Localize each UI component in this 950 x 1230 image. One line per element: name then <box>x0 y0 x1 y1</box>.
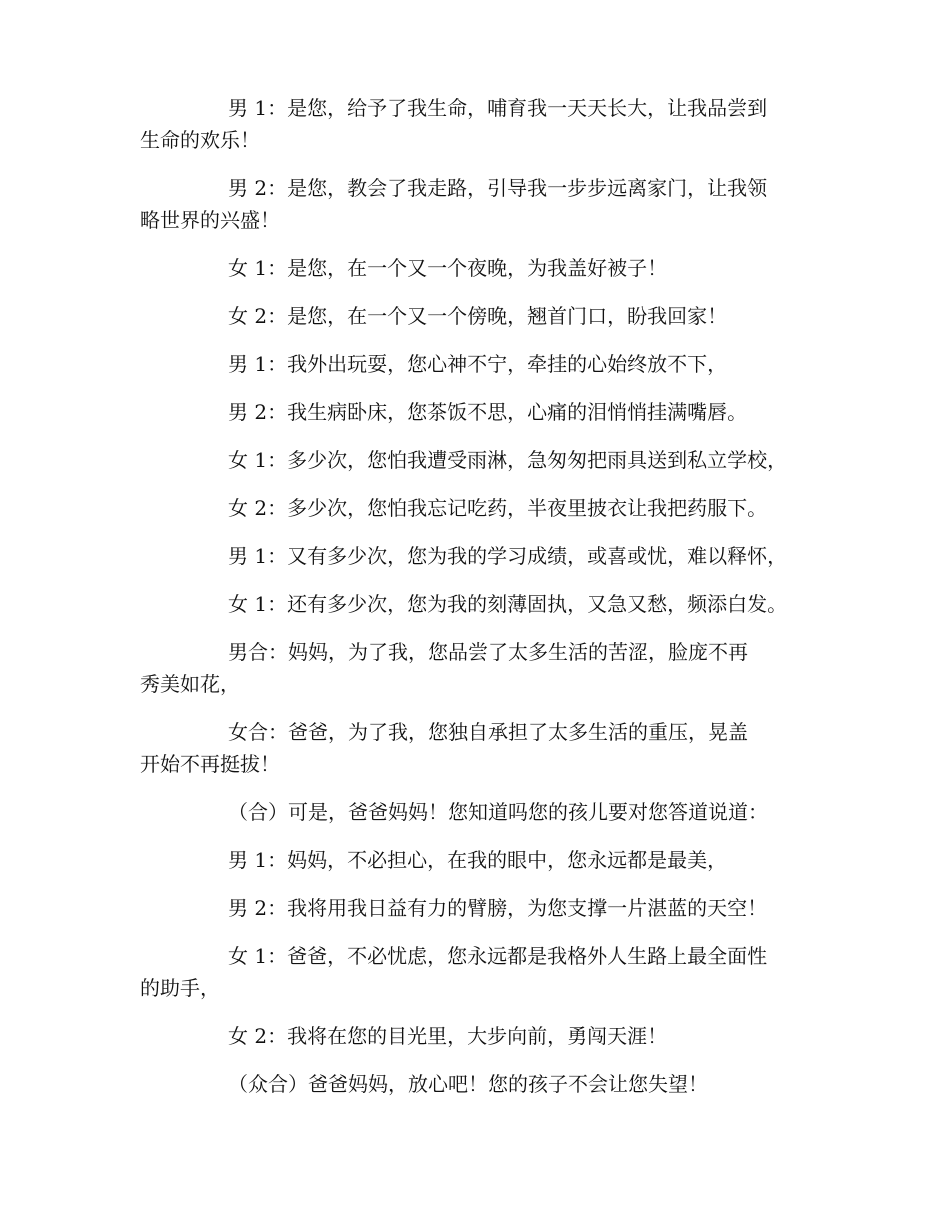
paragraph-line: 女 1：多少次，您怕我遭受雨淋，急匆匆把雨具送到私立学校， <box>228 448 788 472</box>
paragraph-6 <box>140 396 830 428</box>
paragraph-line: 女 2：多少次，您怕我忘记吃药，半夜里披衣让我把药服下。 <box>228 496 768 520</box>
paragraph-line: 男 2：我生病卧床，您茶饭不思，心痛的泪悄悄挂满嘴唇。 <box>228 400 748 424</box>
paragraph-line: （众合）爸爸妈妈，放心吧！您的孩子不会让您失望！ <box>228 1072 708 1096</box>
paragraph-17 <box>140 1020 830 1052</box>
paragraph-12 <box>140 716 830 780</box>
paragraph-14 <box>140 844 830 876</box>
paragraph-line: 女 1：爸爸，不必忧虑，您永远都是我格外人生路上最全面性 <box>228 944 768 968</box>
paragraph-line: 女合：爸爸，为了我，您独自承担了太多生活的重压，晃盖 <box>228 720 748 744</box>
paragraph-line: 女 1：还有多少次，您为我的刻薄固执，又急又愁，频添白发。 <box>228 592 788 616</box>
paragraph-10 <box>140 588 830 620</box>
paragraph-line: 男 1：妈妈，不必担心，在我的眼中，您永远都是最美， <box>228 848 728 872</box>
paragraph-line: 的助手， <box>140 976 220 1000</box>
paragraph-1 <box>140 92 830 156</box>
paragraph-line: 男 1：又有多少次，您为我的学习成绩，或喜或忧，难以释怀， <box>228 544 788 568</box>
paragraph-5 <box>140 348 830 380</box>
paragraph-line: 开始不再挺拔！ <box>140 752 280 776</box>
paragraph-line: 男 2：我将用我日益有力的臂膀，为您支撑一片湛蓝的天空！ <box>228 896 768 920</box>
paragraph-3 <box>140 252 830 284</box>
paragraph-7 <box>140 444 830 476</box>
paragraph-18 <box>140 1068 830 1100</box>
paragraph-line: 男 2：是您，教会了我走路，引导我一步步远离家门，让我领 <box>228 176 768 200</box>
paragraph-line: 男合：妈妈，为了我，您品尝了太多生活的苦涩，脸庞不再 <box>228 640 748 664</box>
paragraph-line: 生命的欢乐！ <box>140 128 260 152</box>
paragraph-line: 女 1：是您，在一个又一个夜晚，为我盖好被子！ <box>228 256 668 280</box>
paragraph-line: 男 1：是您，给予了我生命，哺育我一天天长大，让我品尝到 <box>228 96 768 120</box>
paragraph-2 <box>140 172 830 236</box>
paragraph-line: 女 2：是您，在一个又一个傍晚，翘首门口，盼我回家！ <box>228 304 728 328</box>
paragraph-line: 略世界的兴盛！ <box>140 208 280 232</box>
paragraph-11 <box>140 636 830 700</box>
paragraph-4 <box>140 300 830 332</box>
paragraph-line: （合）可是，爸爸妈妈！您知道吗您的孩儿要对您答道说道： <box>228 800 768 824</box>
paragraph-16 <box>140 940 830 1004</box>
document-page <box>140 92 830 1116</box>
paragraph-line: 男 1：我外出玩耍，您心神不宁，牵挂的心始终放不下， <box>228 352 728 376</box>
paragraph-line: 秀美如花， <box>140 672 240 696</box>
paragraph-8 <box>140 492 830 524</box>
paragraph-9 <box>140 540 830 572</box>
paragraph-15 <box>140 892 830 924</box>
paragraph-13 <box>140 796 830 828</box>
paragraph-line: 女 2：我将在您的目光里，大步向前，勇闯天涯！ <box>228 1024 668 1048</box>
